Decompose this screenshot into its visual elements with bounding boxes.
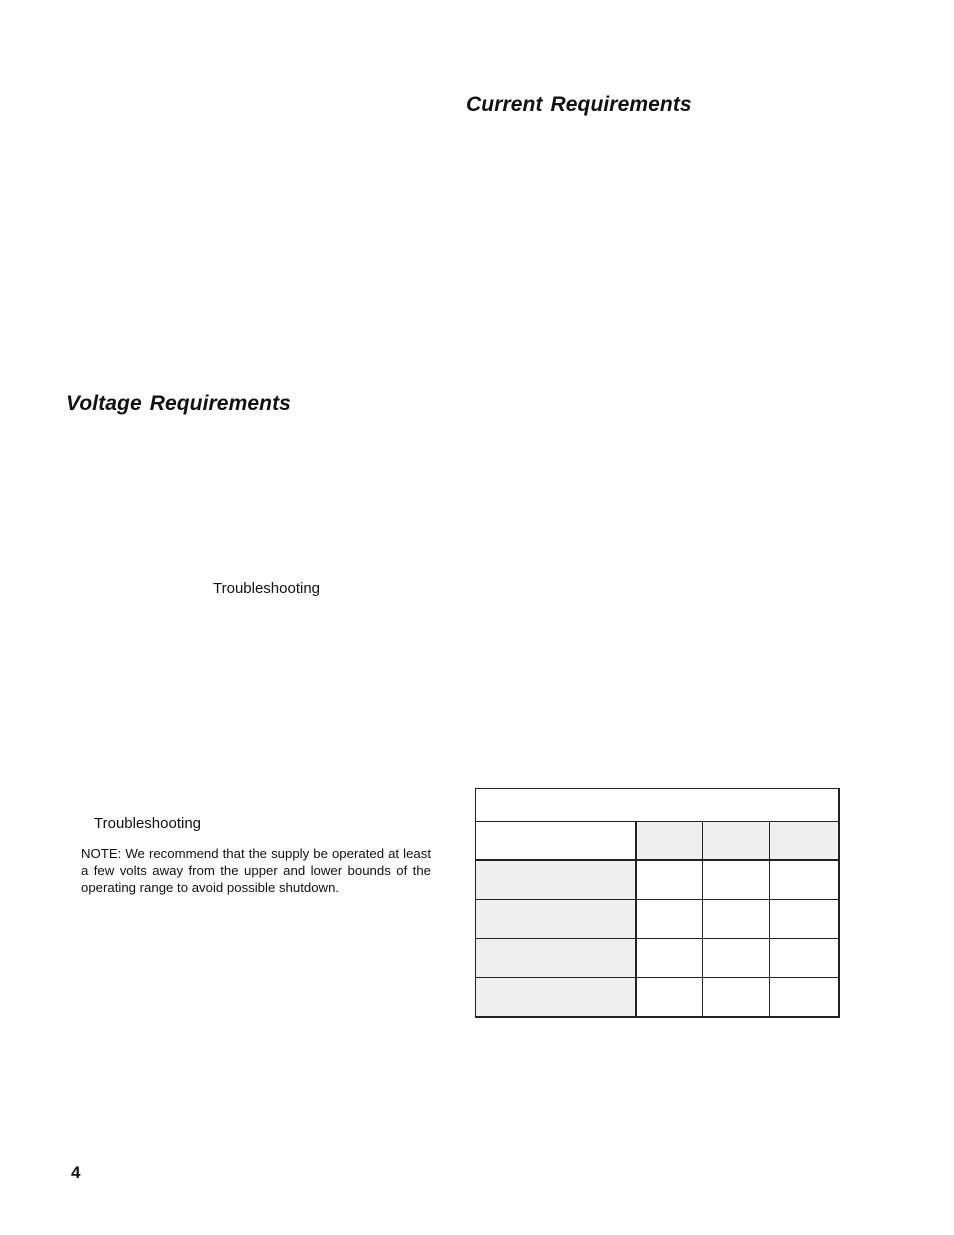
requirements-table <box>475 788 840 1018</box>
table-cell <box>636 939 703 978</box>
table-cell <box>703 900 770 939</box>
table-row-label-cell <box>476 900 636 939</box>
table-cell <box>636 978 703 1018</box>
page-number: 4 <box>71 1163 81 1182</box>
table-cell <box>636 860 703 900</box>
table-header-cell <box>703 822 770 861</box>
table-row-label-cell <box>476 860 636 900</box>
operating-range-note: NOTE: We recommend that the supply be operated at least a few volts away from the upper and lower bounds of the operating range to avoid possible shutdown. <box>81 846 431 895</box>
table-cell <box>770 978 839 1018</box>
troubleshooting-reference-2: Troubleshooting <box>94 815 202 832</box>
table-row-label-cell <box>476 939 636 978</box>
table-row <box>476 939 839 978</box>
table-row <box>476 860 839 900</box>
table-row <box>476 900 839 939</box>
table-header-cell <box>636 822 703 861</box>
current-requirements-heading: Current Requirements <box>466 93 692 116</box>
table-header-cell <box>476 822 636 861</box>
table-cell <box>703 939 770 978</box>
table-header-row <box>476 822 839 861</box>
table-cell <box>636 900 703 939</box>
table-title-cell <box>476 789 839 822</box>
voltage-requirements-heading: Voltage Requirements <box>66 392 291 415</box>
table-cell <box>770 860 839 900</box>
table-row-label-cell <box>476 978 636 1018</box>
table-cell <box>703 860 770 900</box>
table-cell <box>703 978 770 1018</box>
table-title-row <box>476 789 839 822</box>
troubleshooting-reference-1: Troubleshooting <box>213 580 321 597</box>
table-cell <box>770 939 839 978</box>
table-cell <box>770 900 839 939</box>
table-header-cell <box>770 822 839 861</box>
table-row <box>476 978 839 1018</box>
